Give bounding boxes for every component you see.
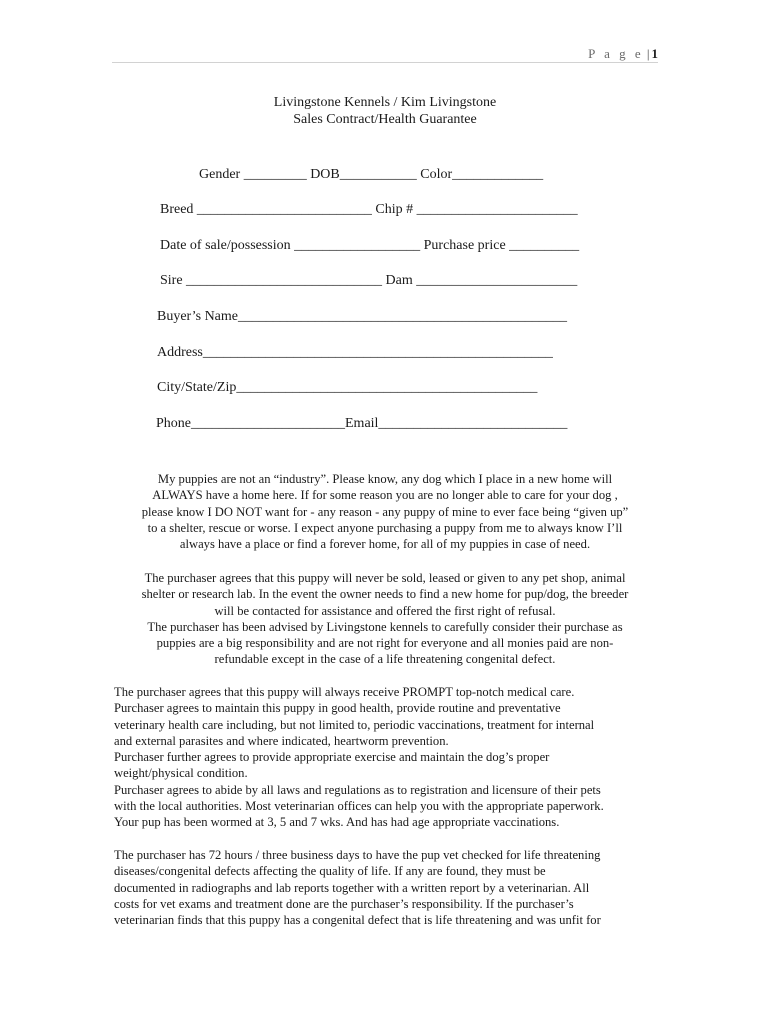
paragraph-line: Purchaser further agrees to provide appropriate exercise and maintain the dog’s proper — [114, 750, 550, 765]
paragraph-line: will be contacted for assistance and offered the first right of refusal. — [214, 603, 556, 618]
paragraph-line: with the local authorities. Most veterinarian offices can help you with the appropriate paperwork. — [114, 799, 604, 814]
paragraph-vet-check — [114, 847, 601, 928]
title-line-2: Sales Contract/Health Guarantee — [293, 112, 477, 127]
paragraph-line: Your pup has been wormed at 3, 5 and 7 wks. And has had age appropriate vaccinations. — [114, 815, 560, 830]
paragraph-line: The purchaser has 72 hours / three business days to have the pup vet checked for life threatening — [114, 848, 601, 862]
paragraph-line: The purchaser agrees that this puppy will never be sold, leased or given to any pet shop, animal — [144, 571, 626, 585]
paragraph-line: diseases/congenital defects affecting the quality of life. If any are found, they must be — [114, 864, 546, 879]
gender-dob-color-field: Gender _________ DOB___________ Color_____________ — [199, 167, 544, 182]
date-price-field: Date of sale/possession __________________ Purchase price __________ — [160, 238, 580, 253]
address-field: Address__________________________________________________ — [157, 345, 553, 360]
paragraph-line: always have a place or find a forever home, for all of my puppies in case of need. — [179, 537, 591, 552]
paragraph-line: The purchaser agrees that this puppy will always receive PROMPT top-notch medical care. — [114, 685, 575, 699]
paragraph-line: Purchaser agrees to maintain this puppy in good health, provide routine and preventative — [114, 701, 561, 716]
paragraph-line: and external parasites and where indicated, heartworm prevention. — [114, 733, 449, 748]
paragraph-line: documented in radiographs and lab reports together with a written report by a veterinarian. All — [114, 880, 590, 895]
city-state-zip-field: City/State/Zip___________________________________________ — [157, 380, 538, 395]
paragraph-line: please know I DO NOT want for - any reason - any puppy of mine to ever face being “given up” — [141, 504, 629, 519]
paragraph-line: costs for vet exams and treatment done are the purchaser’s responsibility. If the purchaser’s — [114, 896, 574, 911]
paragraph-line: shelter or research lab. In the event the owner needs to find a new home for pup/dog, the breeder — [141, 587, 629, 602]
paragraph-line: Purchaser agrees to abide by all laws and regulations as to registration and licensure of their pets — [114, 782, 601, 797]
document-title — [0, 94, 770, 128]
paragraph-medical-care — [114, 684, 604, 831]
paragraph-line: refundable except in the case of a life threatening congenital defect. — [214, 652, 556, 667]
paragraph-line: puppies are a big responsibility and are not right for everyone and all monies paid are non- — [156, 636, 614, 651]
paragraph-line: weight/physical condition. — [114, 766, 248, 781]
paragraph-line: ALWAYS have a home here. If for some reason you are no longer able to care for your dog , — [152, 488, 618, 503]
paragraph-line: veterinarian finds that this puppy has a congenital defect that is life threatening and was unfit for — [114, 913, 601, 928]
page-separator: | — [646, 46, 650, 61]
sire-dam-field: Sire ____________________________ Dam _______________________ — [160, 273, 578, 288]
paragraph-line: veterinary health care including, but not limited to, periodic vaccinations, treatment for internal — [114, 717, 595, 732]
page-number: 1 — [651, 46, 658, 61]
paragraph-resale-terms — [100, 570, 670, 668]
buyer-name-field: Buyer’s Name_______________________________________________ — [157, 309, 567, 324]
paragraph-line: to a shelter, rescue or worse. I expect anyone purchasing a puppy from me to always know I’ll — [147, 520, 623, 535]
paragraph-forever-home — [100, 471, 670, 552]
header-divider — [112, 62, 658, 63]
breed-chip-field: Breed _________________________ Chip # _______________________ — [160, 202, 578, 217]
paragraph-line: My puppies are not an “industry”. Please know, any dog which I place in a new home will — [157, 472, 613, 486]
page-number-header — [588, 46, 658, 62]
paragraph-line: The purchaser has been advised by Livingstone kennels to carefully consider their purchase as — [147, 619, 623, 634]
page-word: P a g e — [588, 46, 644, 61]
phone-email-field: Phone______________________Email___________________________ — [156, 416, 568, 431]
title-line-1: Livingstone Kennels / Kim Livingstone — [273, 95, 497, 110]
